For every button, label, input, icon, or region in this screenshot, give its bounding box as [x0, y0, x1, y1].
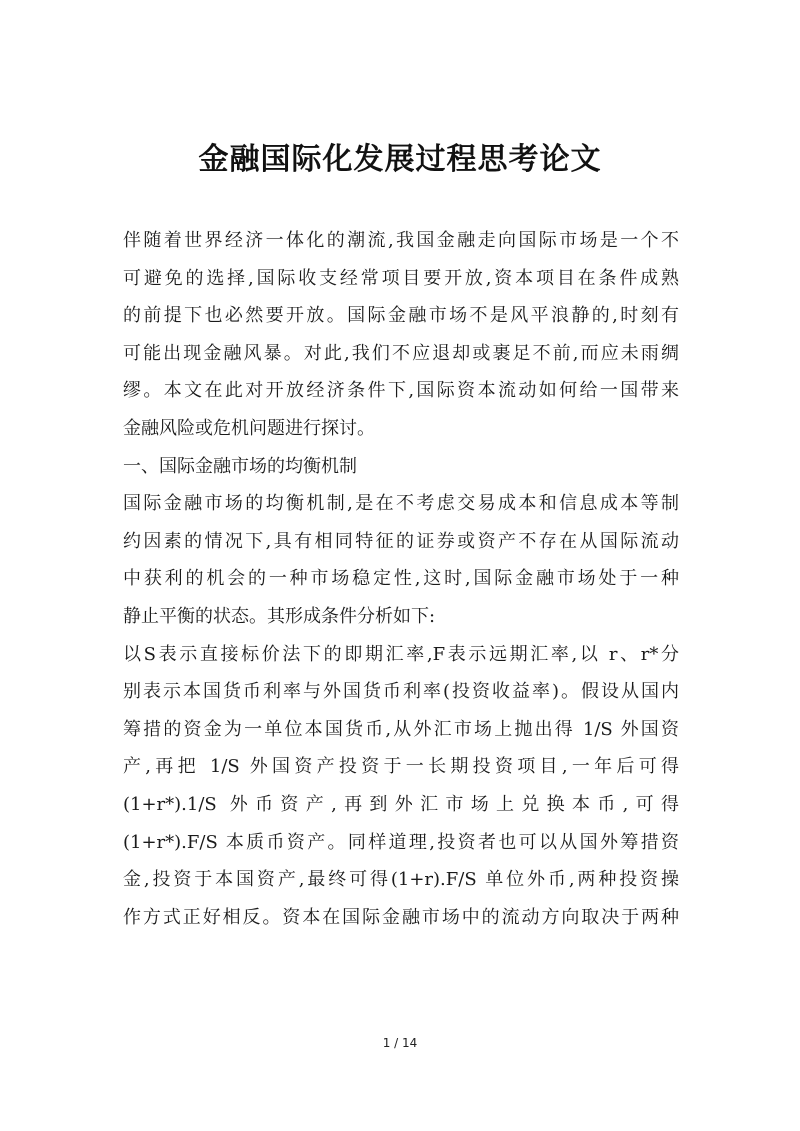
paragraph-line: 约因素的情况下,具有相同特征的证券或资产不存在从国际流动	[123, 530, 679, 552]
paragraph-line: (1+r*).F/S 本质币资产。同样道理,投资者也可以从国外筹措资	[123, 831, 679, 853]
paragraph-line: 可能出现金融风暴。对此,我们不应退却或裹足不前,而应未雨绸	[123, 342, 679, 364]
paragraph-line: 金,投资于本国资产,最终可得(1+r).F/S 单位外币,两种投资操	[123, 869, 679, 891]
page-number: 1 / 14	[382, 1036, 418, 1050]
paragraph-line: 别表示本国货币利率与外国货币利率(投资收益率)。假设从国内	[123, 681, 679, 703]
paragraph-line: 金融风险或危机问题进行探讨。	[123, 417, 375, 439]
document-body	[123, 222, 679, 936]
paragraph-line: 筹措的资金为一单位本国货币,从外汇市场上抛出得 1/S 外国资	[123, 718, 679, 740]
paragraph-line: 作方式正好相反。资本在国际金融市场中的流动方向取决于两种	[123, 906, 679, 928]
paragraph-line: 静止平衡的状态。其形成条件分析如下:	[123, 605, 436, 627]
paragraph-line: 以S表示直接标价法下的即期汇率,F表示远期汇率,以 r、r*分	[123, 643, 679, 665]
document-title: 金融国际化发展过程思考论文	[198, 142, 602, 177]
paragraph-line: 国际金融市场的均衡机制,是在不考虑交易成本和信息成本等制	[123, 493, 679, 515]
paragraph-line: 缪。本文在此对开放经济条件下,国际资本流动如何给一国带来	[123, 380, 679, 402]
paragraph-line: 可避免的选择,国际收支经常项目要开放,资本项目在条件成熟	[123, 267, 679, 289]
paragraph-line: 的前提下也必然要开放。国际金融市场不是风平浪静的,时刻有	[123, 305, 679, 327]
paragraph-line: 中获利的机会的一种市场稳定性,这时,国际金融市场处于一种	[123, 568, 679, 590]
paragraph-line: 产,再把 1/S 外国资产投资于一长期投资项目,一年后可得	[123, 756, 679, 778]
paragraph-line: (1+r*).1/S 外币资产,再到外汇市场上兑换本币,可得	[123, 793, 679, 815]
paragraph-line: 伴随着世界经济一体化的潮流,我国金融走向国际市场是一个不	[123, 230, 679, 251]
section-heading: 一、国际金融市场的均衡机制	[123, 455, 357, 477]
